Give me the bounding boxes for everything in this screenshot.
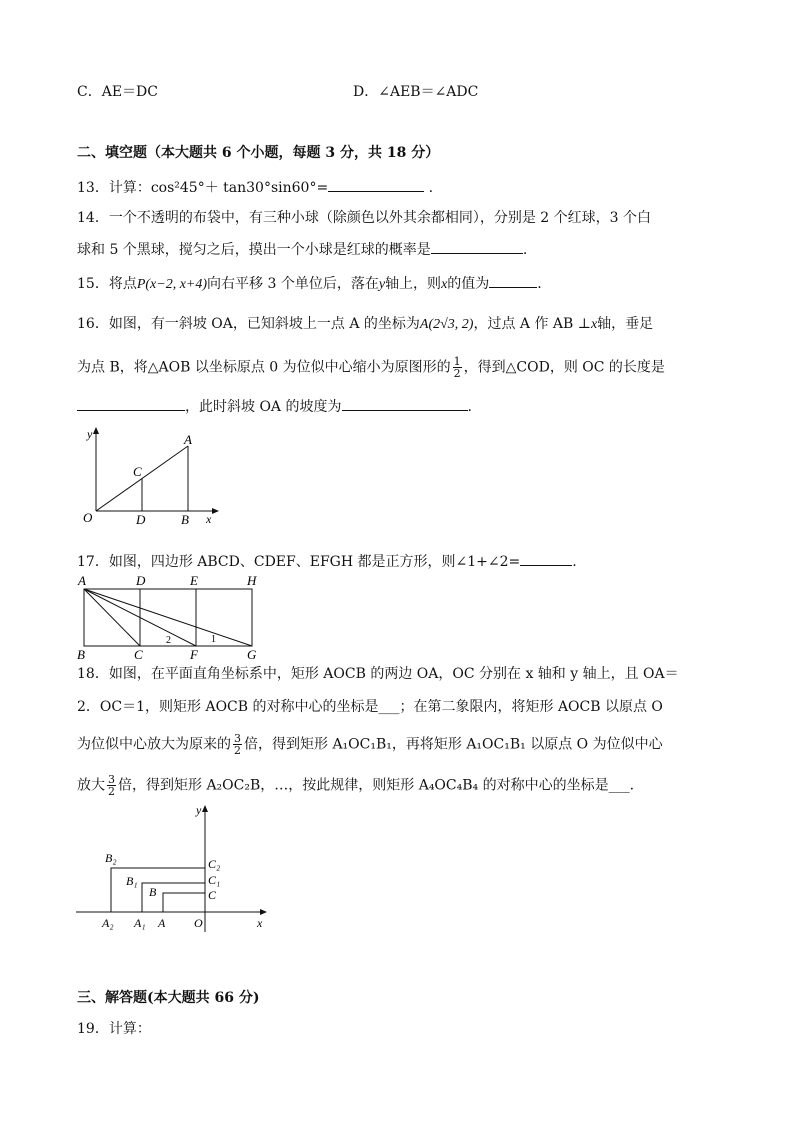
fig18-label-x: x	[257, 916, 263, 930]
question-18-line4	[77, 774, 634, 797]
fig16-label-x: x	[206, 512, 212, 526]
q14-line1: 一个不透明的布袋中，有三种小球（除颜色以外其余都相同），分别是 2 个红球，3 个白	[108, 210, 651, 226]
q16-line3a: ，此时斜坡 OA 的坡度为	[185, 399, 342, 415]
question-18-line2	[77, 697, 663, 717]
fig18-label-y: y	[196, 803, 202, 817]
q16-line1a: 如图，有一斜坡 OA，已知斜坡上一点 A 的坐标为	[108, 316, 420, 332]
q18-frac2-den: 2	[108, 785, 115, 798]
q16-answer-blank-2[interactable]	[342, 396, 468, 411]
q15-part1: 将点	[108, 276, 137, 292]
fig18-x-arrow	[260, 909, 267, 915]
q14-end: .	[522, 242, 528, 258]
q18-line4b: 倍，得到矩形 A₂OC₂B，…，按此规律，则矩形 A₄OC₄B₄ 的对称中心的坐标是___.	[118, 777, 635, 794]
section-2-title: 二、填空题（本大题共 6 个小题，每题 3 分，共 18 分）	[77, 145, 440, 161]
fig18-label-c1: C₁	[208, 873, 221, 887]
q13-end: .	[424, 180, 434, 196]
fig17-label-h: H	[247, 573, 257, 588]
q16-line1c: 轴，垂足	[597, 316, 654, 332]
fig18-rect-0	[163, 893, 205, 912]
q14-number: 14．	[77, 210, 109, 226]
q18-number: 18．	[77, 666, 109, 682]
q15-var-x: x	[441, 277, 448, 292]
question-14-line2	[77, 239, 527, 260]
fig17-label-a: A	[78, 573, 86, 588]
q17-text: 如图，四边形 ABCD、CDEF、EFGH 都是正方形，则∠1+∠2=	[108, 554, 521, 570]
q15-part3: 轴上，则	[385, 276, 442, 292]
fig17-label-e: E	[190, 573, 198, 588]
q15-number: 15．	[77, 276, 109, 292]
q15-point: P(x−2, x+4)	[136, 277, 208, 292]
q16-end: .	[467, 399, 472, 415]
q15-answer-blank[interactable]	[489, 273, 537, 288]
fig18-label-o: O	[194, 916, 203, 930]
question-19	[77, 1019, 151, 1039]
q18-frac1-num: 3	[234, 732, 241, 745]
fig18-label-a2: A₂	[102, 916, 114, 930]
fig18-y-arrow	[202, 805, 208, 812]
q18-fraction-2	[107, 774, 116, 797]
fig16-x-arrow	[212, 508, 219, 514]
section-3-title: 三、解答题(本大题共 66 分)	[77, 990, 260, 1006]
q15-part4: 的值为	[447, 276, 490, 292]
q19-text: 计算：	[108, 1021, 151, 1037]
q14-line2: 球和 5 个黑球，搅匀之后，摸出一个小球是红球的概率是	[77, 242, 431, 258]
q16-line2b: ，得到△COD，则 OC 的长度是	[463, 359, 665, 376]
fig16-label-o: O	[83, 510, 93, 525]
question-13	[77, 177, 433, 198]
fig17-label-b: B	[77, 647, 85, 661]
q17-number: 17．	[77, 554, 109, 570]
q18-fraction-1	[233, 733, 242, 756]
fig16-label-y: y	[87, 427, 93, 441]
question-18-line3	[77, 733, 663, 756]
q16-x-var: x	[590, 317, 598, 332]
q18-line4a: 放大	[77, 777, 105, 794]
q13-number: 13．	[77, 180, 109, 196]
q13-text: 计算：cos²45°＋ tan30°sin60°=	[108, 180, 329, 196]
q16-line1b: ，过点 A 作 AB ⊥	[473, 316, 591, 332]
fig17-angle-1: 1	[211, 634, 216, 645]
fig16-label-b: B	[181, 512, 189, 527]
question-16-line3	[77, 396, 472, 417]
option-c: C．AE＝DC	[77, 84, 158, 100]
fig16-y-arrow	[93, 427, 99, 434]
fig18-label-c2: C₂	[208, 857, 221, 871]
fig18-label-b2: B₂	[105, 851, 117, 865]
question-15	[77, 273, 542, 295]
q19-number: 19．	[77, 1021, 109, 1037]
q18-frac2-num: 3	[108, 773, 115, 786]
figure-18	[74, 800, 274, 935]
fig17-angle-2: 2	[166, 635, 171, 646]
fig17-label-g: G	[247, 647, 257, 661]
fig18-label-a: A	[158, 916, 166, 930]
question-14-line1	[77, 208, 651, 228]
option-d: D．∠AEB＝∠ADC	[353, 84, 479, 100]
fig17-label-c: C	[134, 647, 143, 661]
fig17-line-ac	[84, 589, 140, 646]
q16-line2a: 为点 B，将△AOB 以坐标原点 0 为位似中心缩小为原图形的	[77, 359, 451, 376]
question-16-line1	[77, 314, 653, 335]
q15-axis-y: y	[378, 277, 386, 292]
q14-answer-blank[interactable]	[431, 239, 523, 254]
q16-number: 16．	[77, 316, 109, 332]
q15-end: .	[537, 276, 542, 292]
fig18-label-b1: B₁	[126, 874, 138, 888]
fig18-label-b: B	[149, 885, 157, 899]
q18-line1: 如图，在平面直角坐标系中，矩形 AOCB 的两边 OA，OC 分别在 x 轴和 y 轴上，且 OA＝	[108, 666, 679, 682]
fig16-label-d: D	[136, 512, 146, 527]
fig16-label-c: C	[133, 464, 142, 479]
fig18-label-c: C	[208, 888, 217, 902]
figure-17	[74, 571, 274, 661]
question-17	[77, 551, 577, 572]
q16-fraction	[453, 356, 462, 379]
q16-frac-den: 2	[453, 367, 461, 380]
figure-16	[78, 424, 238, 530]
q15-part2: 向右平移 3 个单位后，落在	[207, 276, 379, 292]
fig18-label-a1: A₁	[134, 916, 146, 930]
q18-line3a: 为位似中心放大为原来的	[77, 736, 231, 753]
q16-coord-a: A(2√3, 2)	[419, 317, 474, 332]
question-18-line1	[77, 664, 679, 684]
q16-answer-blank-1[interactable]	[77, 396, 185, 411]
q18-frac1-den: 2	[234, 744, 241, 757]
q17-answer-blank[interactable]	[520, 551, 572, 566]
q18-line3b: 倍，得到矩形 A₁OC₁B₁，再将矩形 A₁OC₁B₁ 以原点 O 为位似中心	[244, 736, 663, 753]
fig17-label-d: D	[136, 573, 146, 588]
q18-line2: 2．OC＝1，则矩形 AOCB 的对称中心的坐标是___；在第二象限内，将矩形 AOCB 以原点 O	[77, 699, 663, 715]
question-16-line2	[77, 356, 665, 379]
fig17-label-f: F	[190, 647, 198, 661]
q16-frac-num: 1	[453, 355, 461, 368]
q17-end: .	[572, 554, 577, 570]
fig16-label-a: A	[184, 432, 192, 447]
q13-answer-blank[interactable]	[328, 177, 424, 192]
